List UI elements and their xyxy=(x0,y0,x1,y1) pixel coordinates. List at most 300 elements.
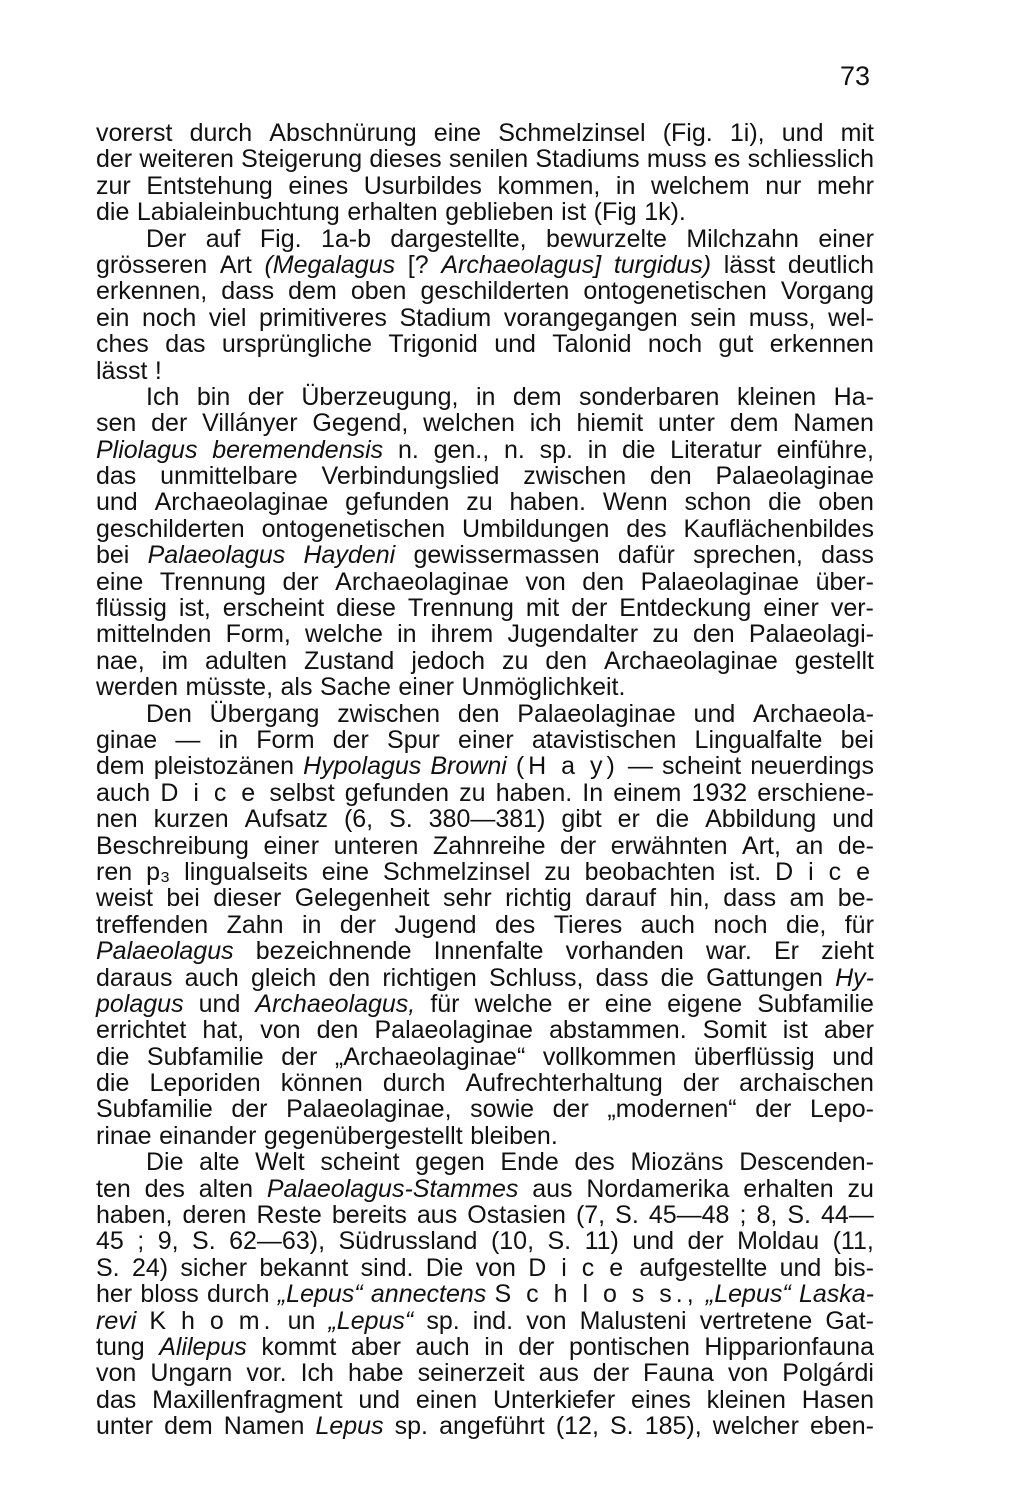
word: ist, xyxy=(178,594,211,623)
word: richtig xyxy=(505,884,572,913)
word: Polgárdi xyxy=(782,1359,874,1388)
word: Browni xyxy=(430,752,507,781)
word: Vorgang xyxy=(780,277,874,306)
word: Den xyxy=(146,699,192,728)
word: seinerzeit xyxy=(417,1359,525,1388)
word: atavistischen xyxy=(531,725,677,754)
word: Aufsatz xyxy=(244,805,329,834)
word: deren xyxy=(182,1201,247,1230)
word: vorhanden xyxy=(565,937,684,966)
word: bezeichnende xyxy=(255,937,412,966)
word: 24) xyxy=(131,1253,169,1282)
word: kommt xyxy=(261,1332,337,1361)
word: D i c e xyxy=(528,1253,628,1282)
word: gibt xyxy=(561,805,602,834)
word: Lepo- xyxy=(810,1095,874,1124)
word: auf xyxy=(205,224,241,253)
text-line xyxy=(96,358,874,384)
word: von xyxy=(526,1306,567,1335)
word: bin xyxy=(196,382,231,411)
word: [? xyxy=(407,250,429,279)
word: sein xyxy=(690,303,737,332)
word: vor. xyxy=(246,1359,287,1388)
word: ontogenetischen xyxy=(583,277,767,306)
word: Leporiden xyxy=(149,1069,261,1098)
word: Miozäns xyxy=(630,1148,724,1177)
word: 1a-b xyxy=(320,224,372,253)
word: Spur xyxy=(387,725,440,754)
text-line xyxy=(96,437,874,463)
text-line xyxy=(96,1070,874,1096)
word: einer xyxy=(263,831,320,860)
word: Der xyxy=(146,224,187,253)
word: lingualseits xyxy=(184,857,308,886)
word: rinae xyxy=(96,1121,152,1150)
word: sicher xyxy=(180,1253,248,1282)
word: Laska- xyxy=(798,1280,874,1309)
word: erhalten xyxy=(743,1174,834,1203)
word: und xyxy=(832,1042,874,1071)
word: erkennen xyxy=(769,330,874,359)
word: hin, xyxy=(669,884,710,913)
word: der xyxy=(687,1227,724,1256)
text-line xyxy=(96,753,874,779)
word: Jugend xyxy=(394,910,477,939)
word: Archaeolaginae xyxy=(154,488,329,517)
text-line xyxy=(96,1334,874,1360)
word: zu xyxy=(466,488,493,517)
word: oben xyxy=(818,488,874,517)
word: der xyxy=(281,1042,318,1071)
word: bleiben. xyxy=(470,1121,558,1150)
word: und xyxy=(693,699,736,728)
word: 1k). xyxy=(644,198,686,227)
text-line xyxy=(96,595,874,621)
word: bereits xyxy=(331,1201,407,1230)
word: eigene xyxy=(667,989,743,1018)
word: Trennung xyxy=(407,594,514,623)
word: beobachten xyxy=(584,857,716,886)
word: Palaeolagus-Stammes xyxy=(266,1174,519,1203)
word: welche xyxy=(474,989,553,1018)
word: noch xyxy=(142,303,197,332)
word: den xyxy=(545,646,588,675)
word: primitiveres xyxy=(259,303,387,332)
text-line xyxy=(96,120,874,146)
word: Gat- xyxy=(825,1306,874,1335)
word: er xyxy=(617,805,640,834)
word: Unterkiefer xyxy=(492,1385,616,1414)
word: unmittelbare xyxy=(160,462,298,491)
word: die xyxy=(96,1069,130,1098)
word: geblieben xyxy=(445,198,554,227)
word: sp. xyxy=(539,435,573,464)
word: be- xyxy=(837,884,874,913)
word: ind. xyxy=(472,1306,514,1335)
text-line xyxy=(96,410,874,436)
word: den xyxy=(328,963,371,992)
word: pontischen xyxy=(568,1332,690,1361)
text-line xyxy=(96,1176,874,1202)
word: des xyxy=(494,910,536,939)
word: ihrem xyxy=(430,620,494,649)
text-line xyxy=(96,833,874,859)
word: ginae xyxy=(96,725,158,754)
word: mit xyxy=(840,119,874,147)
word: dem xyxy=(96,752,145,781)
word: lässt xyxy=(96,356,148,385)
text-line xyxy=(96,463,874,489)
word: haben. xyxy=(495,778,573,807)
text-line xyxy=(96,1308,874,1334)
word: alten xyxy=(198,1174,253,1203)
word: Palaeolagus xyxy=(96,937,234,966)
word: (Fig xyxy=(593,198,637,227)
word: die xyxy=(96,1042,130,1071)
word: 9, xyxy=(157,1227,179,1256)
word: Palaeolaginae, xyxy=(286,1095,452,1124)
word: welchen xyxy=(423,409,515,438)
word: Unmöglichkeit. xyxy=(461,673,626,702)
word: habe xyxy=(347,1359,404,1388)
text-line xyxy=(96,1228,874,1254)
word: diese xyxy=(336,594,396,623)
word: deutlich xyxy=(787,250,874,279)
word: die xyxy=(660,963,694,992)
text-line xyxy=(96,806,874,832)
word: S. xyxy=(547,1227,572,1256)
word: eine xyxy=(433,119,482,147)
word: durch xyxy=(207,1280,270,1309)
word: einen xyxy=(415,1385,478,1414)
word: der xyxy=(552,1095,589,1124)
word: (11, xyxy=(832,1227,874,1256)
word: Zahn xyxy=(226,910,284,939)
word: angeführt xyxy=(439,1412,545,1441)
word: her xyxy=(96,1280,133,1309)
word: Hasen xyxy=(801,1385,874,1414)
word: am xyxy=(789,884,825,913)
word: dem xyxy=(512,382,562,411)
word: aus xyxy=(532,1174,573,1203)
text-line xyxy=(96,991,874,1017)
text-line xyxy=(96,1096,874,1122)
word: Maxillenfragment xyxy=(152,1385,343,1414)
word: der xyxy=(282,567,319,596)
word: errichtet xyxy=(96,1016,187,1045)
word: ver- xyxy=(830,594,874,623)
word: Abschnürung xyxy=(269,119,417,147)
word: Subfamilie xyxy=(146,1042,264,1071)
word: Kauflächenbildes xyxy=(683,514,874,543)
word: dem xyxy=(729,409,779,438)
word: ich xyxy=(529,409,562,438)
text-line xyxy=(96,938,874,964)
word: erscheint xyxy=(222,594,325,623)
word: auch xyxy=(415,1332,470,1361)
word: bekannt xyxy=(259,1253,349,1282)
word: S. xyxy=(389,805,413,834)
word: Tieres xyxy=(553,910,623,939)
word: Malusteni xyxy=(579,1306,687,1335)
word: Jugendalter xyxy=(507,620,639,649)
word: „modernen“ xyxy=(607,1095,737,1124)
word: bloss xyxy=(140,1280,199,1309)
text-line xyxy=(96,648,874,674)
text-line xyxy=(96,278,874,304)
word: Steigerung xyxy=(241,145,363,174)
word: der xyxy=(96,145,133,174)
text-line xyxy=(96,199,874,225)
word: (7, xyxy=(575,1201,606,1230)
word: ein xyxy=(96,303,130,332)
word: mehr xyxy=(816,171,874,200)
word: in xyxy=(587,435,608,464)
word: vorerst xyxy=(96,119,173,147)
text-line xyxy=(96,701,874,727)
word: auch xyxy=(96,778,151,807)
word: 44— xyxy=(821,1201,874,1230)
word: Ich xyxy=(300,1359,334,1388)
word: unter xyxy=(658,409,715,438)
word: senilen xyxy=(448,145,529,174)
word: in xyxy=(484,1332,504,1361)
word: Innenfalte xyxy=(433,937,544,966)
word: Form, xyxy=(225,620,291,649)
word: 45—48 xyxy=(648,1201,730,1230)
word: D i c e xyxy=(775,857,874,886)
word: revi xyxy=(96,1306,137,1335)
word: weist xyxy=(96,884,153,913)
word: der xyxy=(332,725,369,754)
word: Verbindungslied xyxy=(321,462,500,491)
word: Somit xyxy=(702,1016,767,1045)
word: von xyxy=(525,567,566,596)
word: vollkommen xyxy=(542,1042,677,1071)
word: Gelegenheit xyxy=(294,884,430,913)
word: für xyxy=(844,910,874,939)
word: „Lepus“ xyxy=(328,1306,414,1335)
word: D i c e xyxy=(160,778,260,807)
word: und xyxy=(632,1227,675,1256)
word: Ich xyxy=(146,382,180,411)
word: Er xyxy=(773,937,799,966)
text-line xyxy=(96,384,874,410)
word: und xyxy=(96,488,138,517)
word: erhalten xyxy=(347,198,438,227)
word: beremendensis xyxy=(212,435,384,464)
word: welchem xyxy=(650,171,750,200)
word: S. xyxy=(615,1201,639,1230)
word: Usurbildes xyxy=(363,171,482,200)
word: der xyxy=(592,1359,630,1388)
word: Labialeinbuchtung xyxy=(136,198,340,227)
word: Hipparionfauna xyxy=(704,1332,874,1361)
word: geschilderten xyxy=(420,277,570,306)
word: ist xyxy=(561,198,587,227)
word: der xyxy=(682,1069,720,1098)
word: flüssig xyxy=(96,594,167,623)
word: sind. xyxy=(360,1253,414,1282)
word: durch xyxy=(382,1069,446,1098)
word: im xyxy=(161,646,189,675)
word: und xyxy=(832,805,874,834)
word: schon xyxy=(684,488,752,517)
word: noch xyxy=(647,330,703,359)
word: welcher xyxy=(712,1412,799,1441)
word: Palaeolaginae xyxy=(715,462,874,491)
word: dass xyxy=(723,884,777,913)
word: den xyxy=(457,699,500,728)
text-line xyxy=(96,1202,874,1228)
word: Schmelzinsel xyxy=(498,119,646,147)
word: S. xyxy=(96,1253,120,1282)
word: bei xyxy=(166,884,200,913)
word: in xyxy=(218,725,239,754)
word: (Fig. xyxy=(662,119,713,147)
word: Namen xyxy=(223,1412,305,1441)
word: aus xyxy=(416,1201,458,1230)
word: 45 xyxy=(96,1227,124,1256)
word: dass xyxy=(595,963,649,992)
text-line xyxy=(96,516,874,542)
word: abstammen. xyxy=(549,1016,687,1045)
word: den xyxy=(649,462,692,491)
word: Zustand xyxy=(304,646,395,675)
word: Palaeolaginae xyxy=(640,567,800,596)
word: Palaeolaginae xyxy=(517,699,676,728)
word: Reste xyxy=(256,1201,322,1230)
word: schliesslich xyxy=(747,145,874,174)
word: eines xyxy=(288,171,349,200)
text-line xyxy=(96,780,874,806)
word: das xyxy=(96,1385,137,1414)
word: des xyxy=(626,514,667,543)
text-line xyxy=(96,173,874,199)
word: Trennung xyxy=(159,567,266,596)
word: 62—63), xyxy=(229,1227,326,1256)
word: archaischen xyxy=(739,1069,874,1098)
word: gut xyxy=(718,330,754,359)
word: dem xyxy=(164,1412,213,1441)
word: vorangegangen xyxy=(503,303,678,332)
text-line xyxy=(96,569,874,595)
word: durch xyxy=(189,119,253,147)
word: „Lepus“ xyxy=(705,1280,791,1309)
word: die xyxy=(622,435,656,464)
text-line xyxy=(96,859,874,885)
word: mittelnden xyxy=(96,620,212,649)
word: sp. xyxy=(426,1306,460,1335)
word: ; xyxy=(739,1201,747,1230)
word: Gattungen xyxy=(706,963,823,992)
word: ren xyxy=(96,857,133,886)
word: des xyxy=(144,1174,185,1203)
word: nur xyxy=(765,171,802,200)
word: eines xyxy=(631,1385,691,1414)
word: auch xyxy=(640,910,695,939)
word: scheint xyxy=(320,1148,400,1177)
word: dem xyxy=(288,277,337,306)
word: aufgestellte xyxy=(639,1253,768,1282)
word: auch xyxy=(184,963,239,992)
word: jedoch xyxy=(411,646,485,675)
word: gewissermassen xyxy=(413,541,600,570)
word: der xyxy=(518,1332,555,1361)
text-line xyxy=(96,1044,874,1070)
word: sp. xyxy=(394,1412,429,1441)
word: zu xyxy=(501,646,529,675)
word: und xyxy=(358,1385,401,1414)
word: in xyxy=(397,620,417,649)
word: aus xyxy=(538,1359,579,1388)
word: bei xyxy=(96,541,130,570)
word: unter xyxy=(96,1412,153,1441)
word: kleinen xyxy=(706,1385,786,1414)
word: Archaeolaginae xyxy=(604,646,778,675)
word: er xyxy=(567,989,590,1018)
word: p₃ xyxy=(146,857,171,886)
word: Nordamerika xyxy=(586,1174,730,1203)
word: an xyxy=(795,831,824,860)
word: der xyxy=(151,409,188,438)
word: haben. xyxy=(509,488,586,517)
word: Archaeolagus] xyxy=(441,250,602,279)
word: Ostasien xyxy=(467,1201,566,1230)
word: tung xyxy=(96,1332,145,1361)
word: können xyxy=(280,1069,363,1098)
word: S. xyxy=(609,1412,634,1441)
word: einer xyxy=(398,673,454,702)
word: (6, xyxy=(343,805,374,834)
word: das xyxy=(165,330,206,359)
word: über- xyxy=(815,567,874,596)
word: in xyxy=(475,382,496,411)
word: ursprüngliche xyxy=(221,330,372,359)
word: treffenden xyxy=(96,910,209,939)
word: muss, xyxy=(748,303,816,332)
word: eine xyxy=(96,567,144,596)
word: weiteren xyxy=(139,145,234,174)
word: oben xyxy=(350,277,407,306)
word: Lingualfalte xyxy=(694,725,823,754)
word: und xyxy=(198,989,241,1018)
word: Stadiums xyxy=(535,145,640,174)
word: müsste, xyxy=(185,673,274,702)
word: ! xyxy=(154,356,162,385)
word: nen xyxy=(96,805,138,834)
text-line xyxy=(96,674,874,700)
word: kurzen xyxy=(153,805,229,834)
word: Moldau xyxy=(737,1227,820,1256)
word: dass xyxy=(821,541,874,570)
word: Descenden- xyxy=(739,1148,874,1177)
word: dieser xyxy=(213,884,282,913)
word: sowie xyxy=(470,1095,535,1124)
word: Entstehung xyxy=(146,171,273,200)
word: den xyxy=(692,620,735,649)
word: daraus xyxy=(96,963,173,992)
word: Überzeugung, xyxy=(301,382,459,411)
word: wel- xyxy=(828,303,874,332)
word: Gegend, xyxy=(312,409,409,438)
word: Abbildung xyxy=(705,805,817,834)
word: dafür xyxy=(617,541,675,570)
word: Art, xyxy=(742,831,781,860)
word: Subfamilie xyxy=(96,1095,213,1124)
word: Welt xyxy=(255,1148,305,1177)
text-line xyxy=(96,727,874,753)
